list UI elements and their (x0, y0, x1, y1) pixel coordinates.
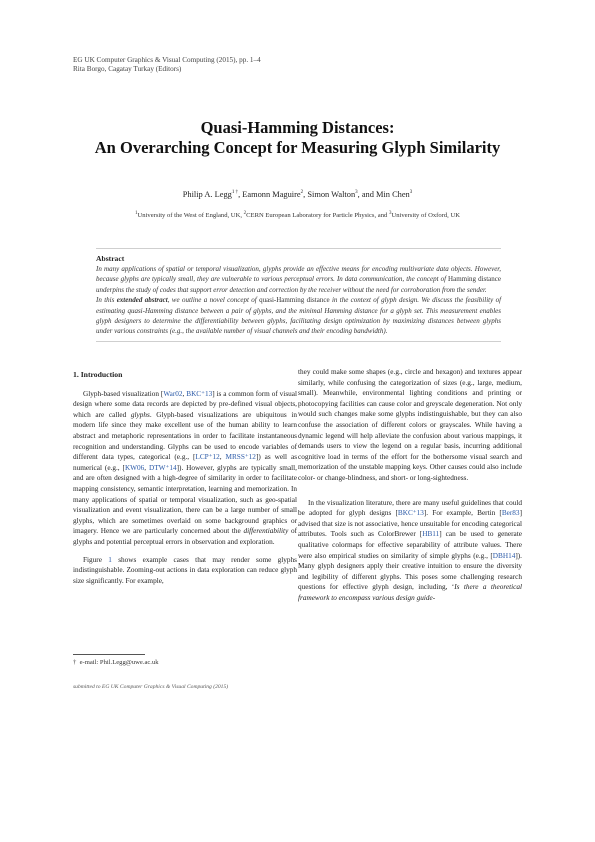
section-heading: 1. Introduction (73, 370, 123, 379)
left-column (73, 367, 297, 586)
citation-link[interactable]: Ber83 (501, 509, 520, 518)
abstract-heading: Abstract (96, 254, 125, 263)
paper-title (0, 118, 595, 158)
author-2: Eamonn Maguire (242, 190, 301, 199)
header-line-2: Rita Borgo, Cagatay Turkay (Editors) (73, 65, 182, 73)
header-line-1: EG UK Computer Graphics & Visual Computing (2015), pp. 1–4 (73, 56, 261, 64)
author-4: Min Chen (376, 190, 410, 199)
intro-paragraph-1: Glyph-based visualization [War02, BKC⁺13] is a common form of visual design where some data records are depicted by pre-defined visual objects, which are called glyphs. Glyph-based visualizations are ubiquitous in modern life since they make excellent use of the human ability to learn abstract and metaphoric representations in order to facilitate instantaneous recognition and understanding. Glyphs can be used to encode variables of different data types, categorical (e.g., [LCP⁺12, MRSS⁺12]) as well as numerical (e.g., [KW06, DTW⁺14]). However, glyphs are typically small, and are often designed with a high-degree of similarity in order to facilitate mapping consistency, semantic interpretation, learning and memorization. In many applications of spatial or temporal visualization, such as geo-spatial visualization and event visualization, there can be a large number of small glyphs, which are sometimes overlaid on some background graphics or imagery. Hence we are particularly concerned about the differentiability of glyphs and potential perceptual errors in observation and exploration. (73, 389, 298, 546)
title-line-2: An Overarching Concept for Measuring Glyph Similarity (94, 138, 501, 157)
title-line-1: Quasi-Hamming Distances: (200, 118, 395, 137)
right-paragraph-1: they could make some shapes (e.g., circle and hexagon) and textures appear similarly, while confusing the categorization of sizes (e.g., large, medium, small). Meanwhile, environmental lighting conditions and printing or photocopying facilities can cause color and greyscale degeneration. Not only would such changes make some glyphs indistinguishable, but they can also confuse the association of different colors or grayscales. While having a dynamic legend will help alleviate the confusion about various mappings, it demands users to view the legend on a regular basis, incurring additional cognitive load in terms of the effort for the bothersome visual search and memorization of the unstable mapping keys. Other causes could also include color- or change-blindness, and short- or long-sightedness. (298, 368, 522, 482)
citation-link[interactable]: BKC⁺13 (397, 509, 424, 518)
abstract-paragraph-1: In many applications of spatial or temporal visualization, glyphs provide an effective means for encoding multivariate data objects. However, because glyphs are typically small, they are vulnerable to various perceptual errors. In data communication, the concept of Hamming distance underpins the study of codes that support error detection and correction by the receiver without the need for corroboration from the sender. (96, 265, 502, 294)
abstract-paragraph-2: In this extended abstract, we outline a novel concept of quasi-Hamming distance in the context of glyph design. We discuss the feasibility of estimating quasi-Hamming distance between a pair of glyphs, and the minimal Hamming distance for a glyph set. This measurement enables glyph designers to determine the differentiability between glyphs, facilitating design optimization by maximizing distances between glyphs under various constraints (e.g., the available number of visual channels and their encoding bandwidth). (96, 296, 502, 336)
author-list: Philip A. Legg$^{1 \dagger}$, Eamonn Maguire$^2$, Simon Walton$^3$, and Min Chen$^3$ (182, 190, 413, 199)
abstract-block (96, 248, 501, 342)
running-header (73, 56, 261, 74)
page-footer: submitted to EG UK Computer Graphics & Visual Computing (2015) (73, 684, 229, 690)
intro-paragraph-2: Figure 1 shows example cases that may render some glyphs indistinguishable. Zooming-out actions in data exploration can reduce glyph size significantly. For example, (73, 555, 297, 585)
citation-link[interactable]: MRSS⁺12 (225, 453, 256, 462)
email-link[interactable]: e-mail: Phil.Legg@uwe.ac.uk (79, 659, 159, 666)
right-paragraph-2: In the visualization literature, there are many useful guidelines that could be adopted for glyph designs [BKC⁺13]. For example, Bertin [Ber83] advised that size is not associative, hence unsuitable for encoding categorical attributes. Tools such as ColorBrewer [HB11] can be used to generate qualitative colormaps for effective separability of attribute values. There were also empirical studies on similarity of simple glyphs (e.g., [DBH14]). Many glyph designers apply their creative intuition to ensure the diversity and legibility of different glyphs. This poses some challenging research questions for effective glyph design, including, ‘Is there a theoretical framework to encompass various design guide- (298, 498, 522, 602)
affiliations: $^1$University of the West of England, UK, $^2$CERN European Laboratory for Particle Physics, and $^3$University of Oxford, UK (135, 211, 460, 220)
citation-link[interactable]: DTW⁺14 (149, 463, 177, 472)
author-3: Simon Walton (307, 190, 356, 199)
citation-link[interactable]: BKC⁺13 (186, 389, 213, 398)
citation-link[interactable]: KW06 (124, 463, 145, 472)
right-column (298, 367, 522, 603)
citation-link[interactable]: LCP⁺12 (195, 453, 220, 462)
figure-link[interactable]: 1 (108, 555, 112, 564)
citation-link[interactable]: DBH14 (492, 551, 516, 560)
footnote: † e-mail: Phil.Legg@uwe.ac.uk (73, 659, 159, 666)
citation-link[interactable]: War02 (163, 389, 183, 398)
citation-link[interactable]: HB11 (422, 530, 440, 539)
author-1: Philip A. Legg (182, 190, 232, 199)
footnote-rule (73, 654, 145, 655)
